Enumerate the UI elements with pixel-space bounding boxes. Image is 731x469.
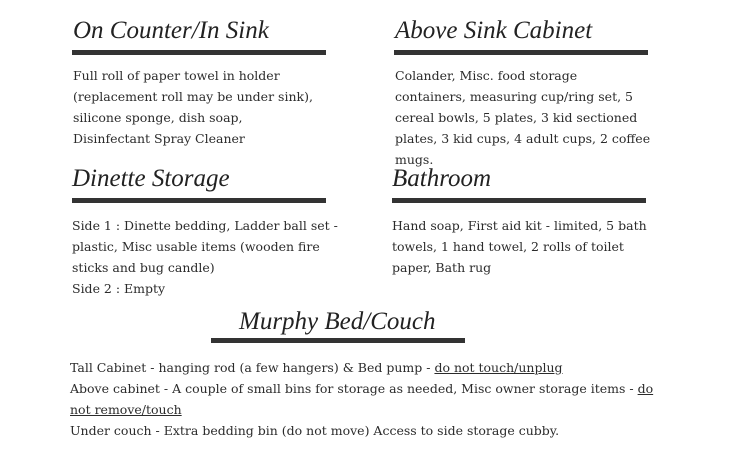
dinette-heading: Dinette Storage <box>72 165 230 192</box>
counter-heading: On Counter/In Sink <box>73 17 269 44</box>
above-sink-divider <box>394 50 648 55</box>
above-sink-heading: Above Sink Cabinet <box>395 17 593 44</box>
counter-divider <box>72 50 326 55</box>
murphy-line1-text: Tall Cabinet - hanging rod (a few hangers) & Bed pump - <box>70 360 435 375</box>
murphy-text <box>70 357 670 441</box>
counter-text: Full roll of paper towel in holder (replacement roll may be under sink), silicone sponge, dish soap, Disinfectant Spray Cleaner <box>73 68 313 146</box>
murphy-line2-text: Above cabinet - A couple of small bins for storage as needed, Misc owner storage items - <box>70 381 638 396</box>
murphy-heading: Murphy Bed/Couch <box>239 308 436 335</box>
dinette-side-2: Side 2 : Empty <box>72 281 166 296</box>
dinette-divider <box>72 198 326 203</box>
dinette-text <box>72 215 342 299</box>
murphy-line-tall-cabinet <box>70 357 670 378</box>
murphy-divider <box>211 338 465 343</box>
murphy-line-under-couch: Under couch - Extra bedding bin (do not move) Access to side storage cubby. <box>70 423 560 438</box>
murphy-line-above-cabinet <box>70 378 670 420</box>
do-not-touch-unplug-note: do not touch/unplug <box>434 360 563 375</box>
above-sink-text: Colander, Misc. food storage containers, measuring cup/ring set, 5 cereal bowls, 5 plates, 3 kid sectioned plates, 3 kid cups, 4 adult cups, 2 coffee mugs. <box>395 68 651 167</box>
do-not-remove-touch-note: do not remove/touch <box>70 381 654 417</box>
bathroom-heading: Bathroom <box>392 165 492 192</box>
bathroom-text: Hand soap, First aid kit - limited, 5 bath towels, 1 hand towel, 2 rolls of toilet paper, Bath rug <box>392 218 647 275</box>
bathroom-divider <box>392 198 646 203</box>
dinette-side-1: Side 1 : Dinette bedding, Ladder ball set - plastic, Misc usable items (wooden fire sticks and bug candle) <box>72 218 338 275</box>
